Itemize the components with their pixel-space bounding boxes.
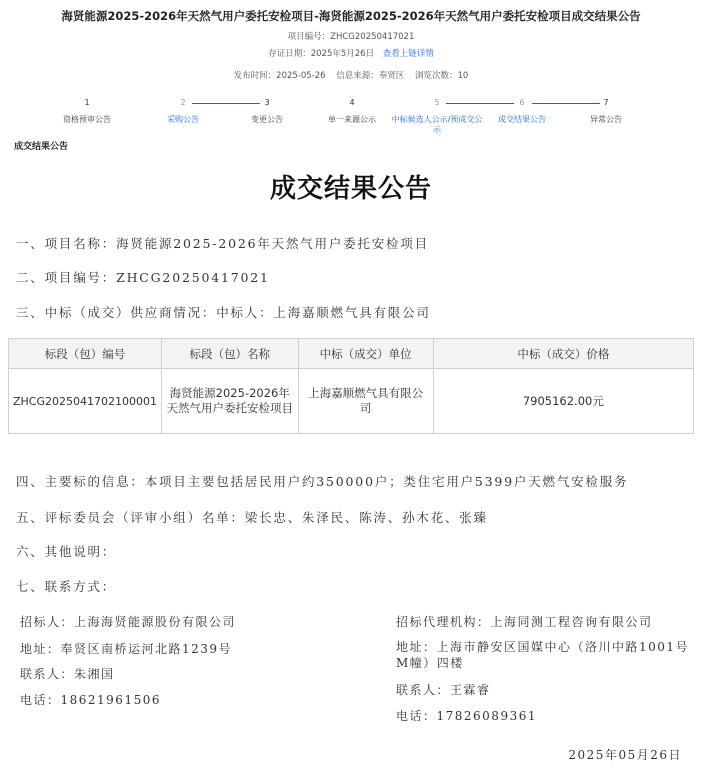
- buyer-name: 招标人：上海海贤能源股份有限公司: [20, 615, 237, 629]
- step-number: 7: [603, 98, 609, 107]
- chain-details-link[interactable]: 查看上链详情: [382, 49, 434, 59]
- header-price: 中标（成交）价格: [433, 339, 693, 369]
- step-number: 2: [180, 98, 186, 107]
- header-lot-name: 标段（包）名称: [162, 339, 299, 369]
- step-label: 成交结果公告: [498, 115, 546, 124]
- section-tag: 成交结果公告: [14, 142, 69, 152]
- agent-name: 招标代理机构：上海同测工程咨询有限公司: [396, 615, 653, 629]
- notice-title: 成交结果公告: [269, 174, 432, 204]
- source-label: 信息来源：: [336, 71, 379, 81]
- page-title: 海贤能源2025-2026年天然气用户委托安检项目-海贤能源2025-2026年天然气用户委托安检项目成交结果公告: [61, 9, 641, 23]
- winning-supplier: 三、中标（成交）供应商情况：中标人：上海嘉顺燃气具有限公司: [16, 305, 431, 320]
- publish-info-line: [0, 69, 702, 81]
- step-label: 单一来源公示: [328, 115, 376, 124]
- evidence-date-line: [0, 47, 702, 59]
- step-number: 4: [349, 98, 355, 107]
- agent-phone: 电话：17826089361: [396, 709, 537, 723]
- step-label: 采购公告: [167, 115, 199, 124]
- project-code-value: ZHCG20250417021: [330, 32, 415, 42]
- project-code: 二、项目编号：ZHCG20250417021: [16, 270, 270, 285]
- step-number: 3: [264, 98, 270, 107]
- table-header-row: [9, 339, 694, 369]
- header-lot-code: 标段（包）编号: [9, 339, 162, 369]
- step-label: 异常公告: [590, 115, 622, 124]
- step-prequalification[interactable]: [37, 98, 137, 125]
- step-number: 1: [84, 98, 90, 107]
- step-label: 变更公告: [251, 115, 283, 124]
- source-value: 奉贤区: [378, 71, 405, 81]
- buyer-contact-person: 联系人：朱湘国: [20, 667, 115, 681]
- project-name: 一、项目名称：海贤能源2025-2026年天然气用户委托安检项目: [16, 236, 429, 251]
- evaluation-committee: 五、评标委员会（评审小组）名单：梁长忠、朱泽民、陈涛、孙木花、张臻: [16, 510, 488, 525]
- other-notes: 六、其他说明：: [16, 544, 117, 559]
- award-table: [8, 338, 694, 434]
- cell-winner: 上海嘉顺燃气具有限公司: [298, 369, 433, 434]
- publish-time-value: 2025-05-26: [276, 71, 326, 81]
- step-label: 中标候选人公示/预成交公示: [391, 115, 483, 134]
- step-label: 资格预审公告: [63, 115, 111, 124]
- agent-contact-person: 联系人：王霖睿: [396, 683, 491, 697]
- step-exception[interactable]: [556, 98, 656, 125]
- project-code-label: 项目编号：: [287, 32, 331, 42]
- procurement-steps: [0, 98, 702, 144]
- table-row: [9, 369, 694, 434]
- buyer-address: 地址：奉贤区南桥运河北路1239号: [20, 642, 233, 656]
- cell-lot-name: 海贤能源2025-2026年天然气用户委托安检项目: [162, 369, 299, 434]
- cell-lot-code: ZHCG2025041702100001: [9, 369, 162, 434]
- publish-time-label: 发布时间：: [233, 71, 277, 81]
- notice-date: 2025年05月26日: [568, 748, 682, 762]
- step-number: 5: [434, 98, 440, 107]
- contact-heading: 七、联系方式：: [16, 579, 117, 594]
- views-label: 浏览次数：: [415, 71, 458, 81]
- agent-address: 地址：上海市静安区国媒中心（洛川中路1001号M幢）四楼: [396, 640, 690, 670]
- evidence-date-label: 存证日期：: [268, 49, 311, 59]
- views-value: 10: [457, 71, 469, 81]
- main-subject-info: 四、主要标的信息：本项目主要包括居民用户约350000户；类住宅用户5399户天燃气安检服务: [16, 474, 629, 489]
- cell-price: 7905162.00元: [433, 369, 693, 434]
- step-number: 6: [519, 98, 525, 107]
- buyer-phone: 电话：18621961506: [20, 693, 161, 707]
- header-winner: 中标（成交）单位: [298, 339, 433, 369]
- evidence-date-value: 2025年5月26日: [310, 49, 375, 59]
- project-code-line: [0, 30, 702, 42]
